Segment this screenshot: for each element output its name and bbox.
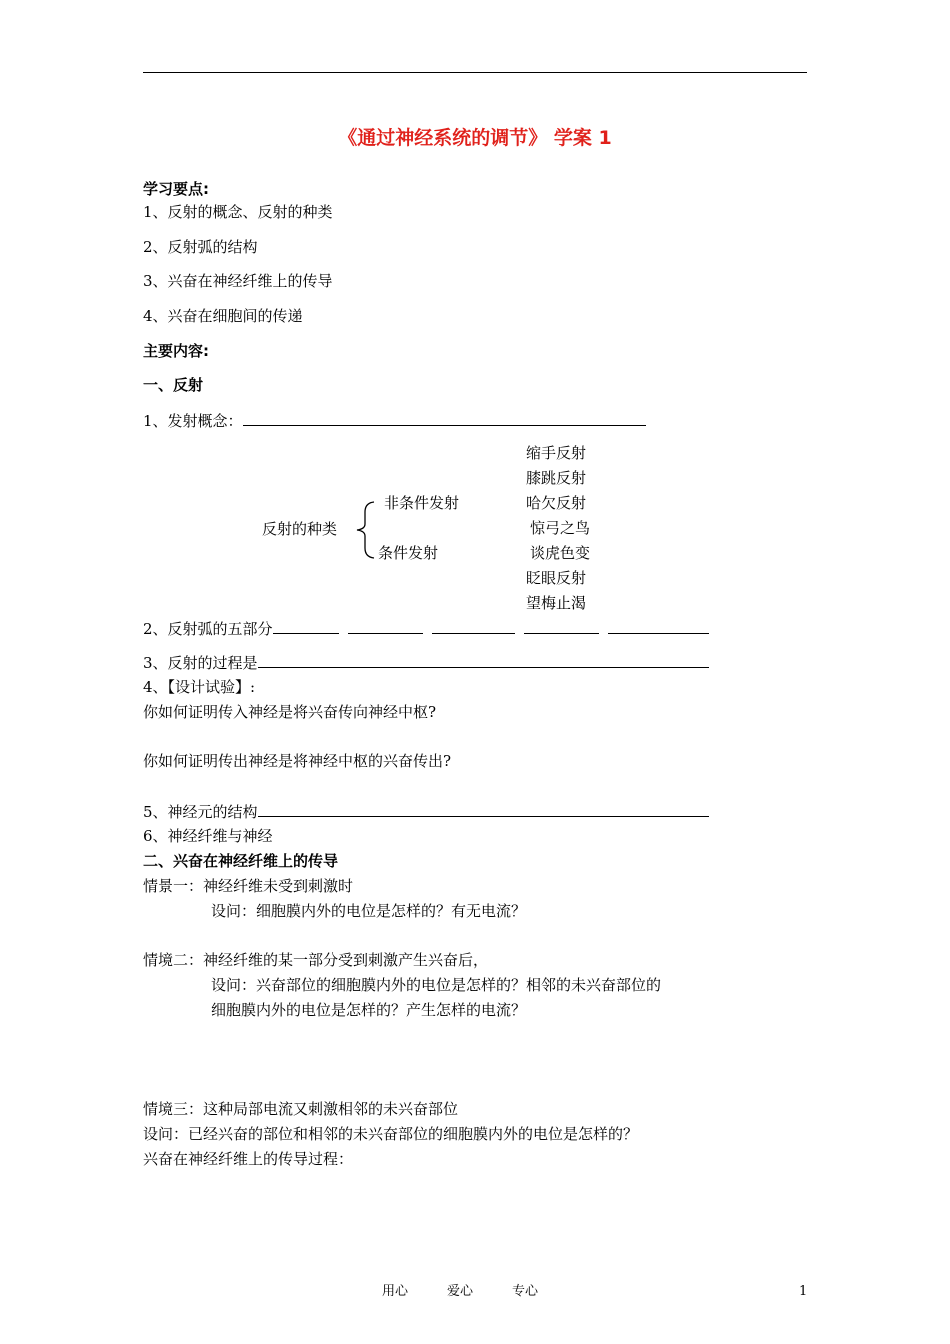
conduction-process-prompt: 兴奋在神经纤维上的传导过程： [143, 1150, 354, 1168]
diagram-branch-conditioned: 条件发射 [378, 544, 439, 562]
diagram-branch-unconditioned: 非条件发射 [384, 494, 460, 512]
scenario-3: 情境三：这种局部电流又刺激相邻的未兴奋部位 [143, 1100, 459, 1118]
scenario-3-question: 设问：已经兴奋的部位和相邻的未兴奋部位的细胞膜内外的电位是怎样的？ [143, 1125, 639, 1143]
diagram-root-label: 反射的种类 [262, 520, 338, 538]
section-points-heading: 学习要点: [143, 180, 209, 198]
diagram-example: 惊弓之鸟 [530, 519, 591, 537]
section-main-heading: 主要内容: [143, 342, 209, 360]
question-efferent: 你如何证明传出神经是将神经中枢的兴奋传出? [143, 752, 452, 770]
question-label: 5、神经元的结构 [143, 803, 258, 821]
scenario-2: 情境二：神经纤维的某一部分受到刺激产生兴奋后， [143, 951, 489, 969]
point-item-1: 1、反射的概念、反射的种类 [143, 203, 333, 221]
question-reflex-concept [143, 411, 646, 430]
point-item-3: 3、兴奋在神经纤维上的传导 [143, 272, 333, 290]
diagram-example: 缩手反射 [526, 444, 587, 462]
page-number: 1 [799, 1284, 808, 1299]
question-fiber-nerve: 6、神经纤维与神经 [143, 827, 273, 845]
scenario-1-question: 设问：细胞膜内外的电位是怎样的？有无电流？ [211, 902, 527, 920]
question-reflex-process [143, 653, 709, 672]
question-label: 3、反射的过程是 [143, 654, 258, 672]
answer-blank[interactable] [348, 619, 423, 634]
diagram-example: 膝跳反射 [526, 469, 587, 487]
question-afferent: 你如何证明传入神经是将兴奋传向神经中枢? [143, 703, 437, 721]
scenario-2-question-line-2: 细胞膜内外的电位是怎样的？产生怎样的电流？ [211, 1001, 527, 1019]
diagram-example: 望梅止渴 [526, 594, 587, 612]
answer-blank[interactable] [258, 802, 709, 817]
point-item-4: 4、兴奋在细胞间的传递 [143, 307, 303, 325]
question-design-experiment: 4、【设计试验】: [143, 678, 256, 696]
answer-blank[interactable] [432, 619, 515, 634]
diagram-example: 哈欠反射 [526, 494, 587, 512]
document-title: 《通过神经系统的调节》 学案 1 [338, 127, 612, 149]
heading-conduction: 二、兴奋在神经纤维上的传导 [143, 852, 339, 870]
footer-text-1: 用心 [382, 1284, 409, 1299]
point-item-2: 2、反射弧的结构 [143, 238, 258, 256]
footer-text-3: 专心 [512, 1284, 539, 1299]
scenario-1: 情景一：神经纤维未受到刺激时 [143, 877, 354, 895]
answer-blank[interactable] [243, 411, 646, 426]
question-label: 2、反射弧的五部分 [143, 620, 273, 638]
brace-symbol [354, 500, 378, 560]
question-neuron-structure [143, 802, 709, 821]
answer-blank[interactable] [524, 619, 599, 634]
answer-blank[interactable] [608, 619, 709, 634]
heading-reflex: 一、反射 [143, 376, 204, 394]
question-reflex-arc [143, 619, 709, 638]
footer-text-2: 爱心 [447, 1284, 474, 1299]
diagram-example: 眨眼反射 [526, 569, 587, 587]
answer-blank[interactable] [273, 619, 339, 634]
answer-blank[interactable] [258, 653, 709, 668]
header-rule [143, 72, 807, 73]
question-label: 1、发射概念： [143, 412, 243, 430]
diagram-example: 谈虎色变 [530, 544, 591, 562]
scenario-2-question-line-1: 设问：兴奋部位的细胞膜内外的电位是怎样的？相邻的未兴奋部位的 [211, 976, 662, 994]
